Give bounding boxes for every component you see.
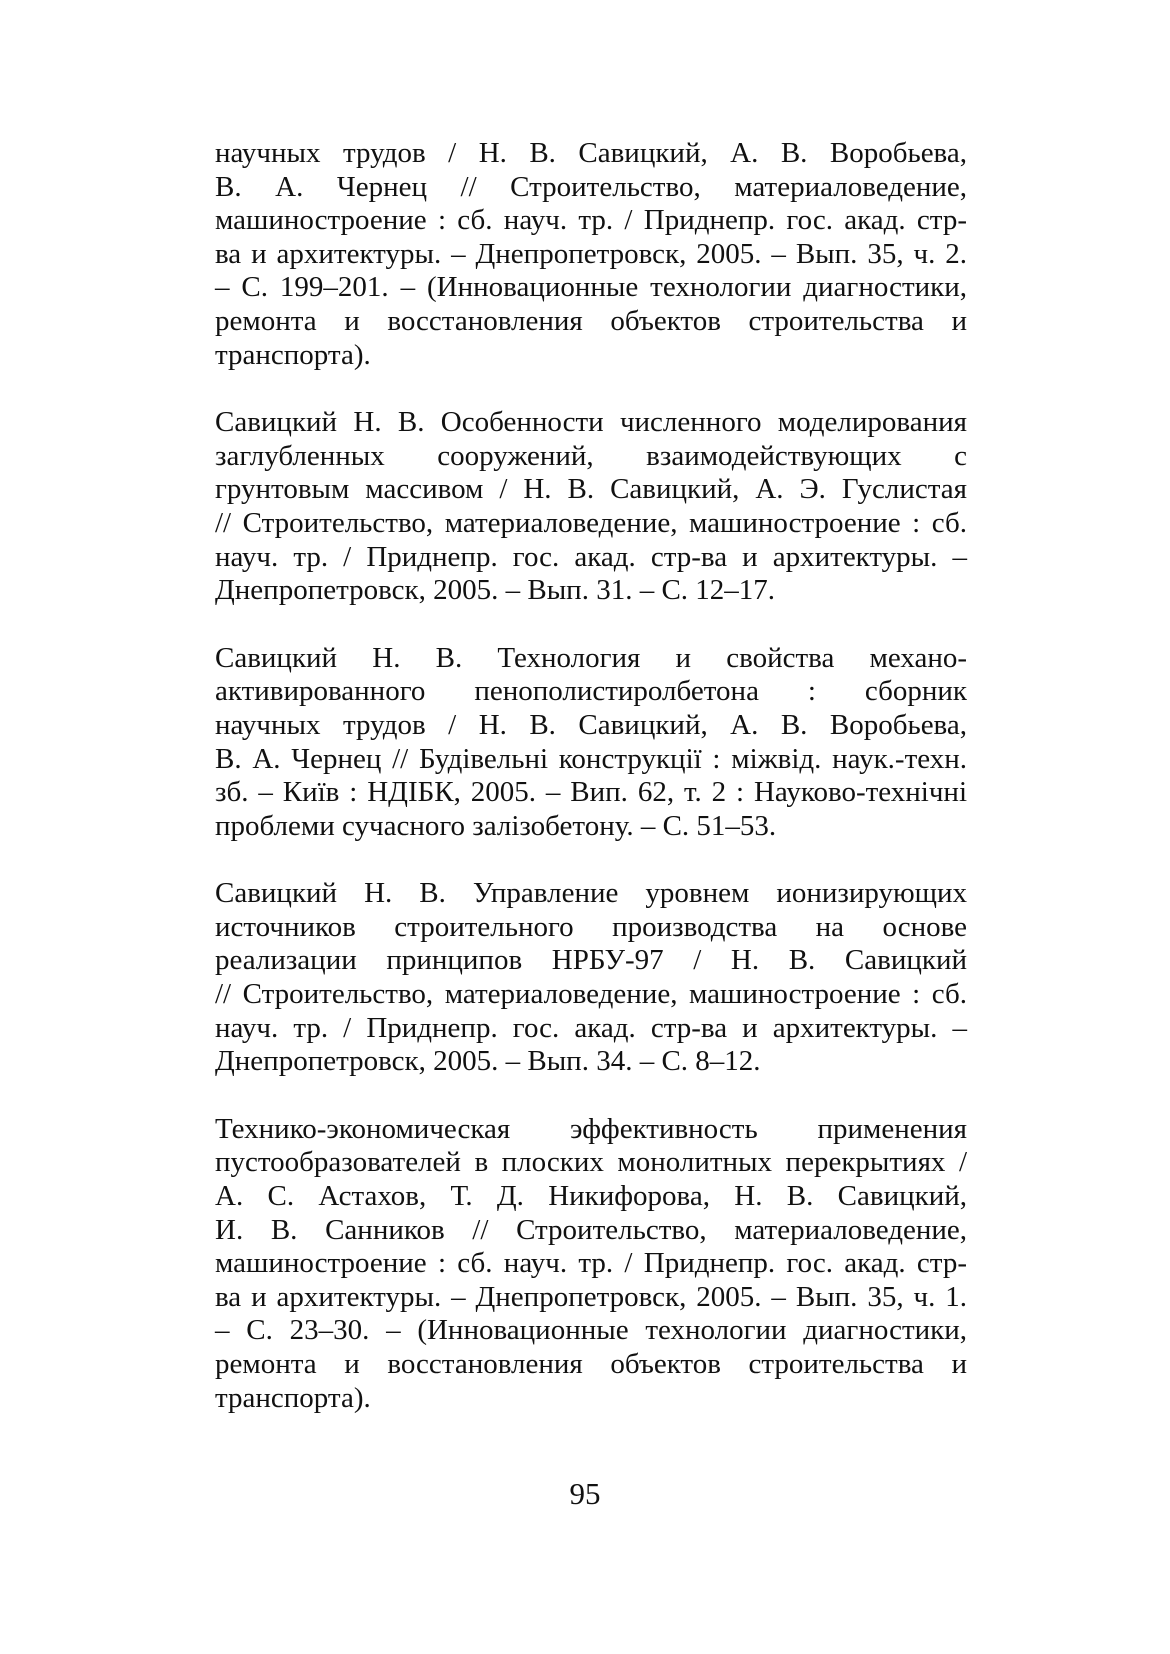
entry-line: // Строительство, материаловедение, машиностроение : сб. bbox=[215, 506, 967, 539]
entry-line: ва и архитектуры. – Днепропетровск, 2005. – Вып. 35, ч. 2. bbox=[215, 237, 967, 270]
bibliography-entry bbox=[215, 137, 967, 372]
entry-line: Днепропетровск, 2005. – Вып. 34. – С. 8–12. bbox=[215, 1045, 761, 1078]
entry-line: Савицкий Н. В. Особенности численного моделирования bbox=[215, 406, 967, 439]
entry-line: В. А. Чернец // Строительство, материаловедение, bbox=[215, 170, 967, 203]
entry-line: – С. 23–30. – (Инновационные технологии диагностики, bbox=[215, 1314, 967, 1347]
entry-line: Савицкий Н. В. Технология и свойства механо- bbox=[215, 641, 967, 674]
entry-line: зб. – Київ : НДІБК, 2005. – Вип. 62, т. 2 : Науково-технічні bbox=[215, 776, 967, 809]
entry-line: научных трудов / Н. В. Савицкий, А. В. Воробьева, bbox=[215, 137, 967, 169]
entry-line: ва и архитектуры. – Днепропетровск, 2005. – Вып. 35, ч. 1. bbox=[215, 1280, 967, 1313]
entry-line: машиностроение : сб. науч. тр. / Приднепр. гос. акад. стр- bbox=[215, 204, 967, 237]
entry-line: А. С. Астахов, Т. Д. Никифорова, Н. В. Савицкий, bbox=[215, 1180, 967, 1213]
entry-line: В. А. Чернец // Будівельні конструкції : міжвід. наук.-техн. bbox=[215, 742, 967, 775]
entry-line: активированного пенополистиролбетона : сборник bbox=[215, 675, 967, 708]
entry-line: грунтовым массивом / Н. В. Савицкий, А. Э. Гуслистая bbox=[215, 473, 967, 506]
entry-line: Савицкий Н. В. Управление уровнем ионизирующих bbox=[215, 877, 967, 910]
bibliography-entry bbox=[215, 406, 967, 608]
entry-line: транспорта). bbox=[215, 1381, 371, 1414]
bibliography-entry bbox=[215, 877, 967, 1079]
entry-line: ремонта и восстановления объектов строительства и bbox=[215, 1348, 967, 1380]
entry-line: пустообразователей в плоских монолитных перекрытиях / bbox=[215, 1146, 967, 1179]
entry-line: // Строительство, материаловедение, машиностроение : сб. bbox=[215, 978, 967, 1011]
entry-line: реализации принципов НРБУ-97 / Н. В. Савицкий bbox=[215, 944, 967, 977]
bibliography-list bbox=[215, 137, 967, 1449]
entry-line: машиностроение : сб. науч. тр. / Приднепр. гос. акад. стр- bbox=[215, 1247, 967, 1280]
entry-line: науч. тр. / Приднепр. гос. акад. стр-ва и архитектуры. – bbox=[215, 1011, 967, 1044]
bibliography-entry bbox=[215, 1113, 967, 1415]
bibliography-entry bbox=[215, 642, 967, 844]
entry-line: – С. 199–201. – (Инновационные технологии диагностики, bbox=[215, 271, 967, 304]
entry-line: ремонта и восстановления объектов строительства и bbox=[215, 304, 967, 337]
entry-line: проблеми сучасного залізобетону. – С. 51–53. bbox=[215, 809, 777, 842]
entry-line: заглубленных сооружений, взаимодействующих с bbox=[215, 439, 967, 472]
page-number: 95 bbox=[569, 1476, 601, 1511]
entry-line: Днепропетровск, 2005. – Вып. 31. – С. 12–17. bbox=[215, 574, 776, 607]
entry-line: научных трудов / Н. В. Савицкий, А. В. Воробьева, bbox=[215, 708, 967, 741]
entry-line: науч. тр. / Приднепр. гос. акад. стр-ва и архитектуры. – bbox=[215, 540, 967, 573]
entry-line: И. В. Санников // Строительство, материаловедение, bbox=[215, 1213, 967, 1246]
entry-line: источников строительного производства на основе bbox=[215, 910, 967, 943]
entry-line: транспорта). bbox=[215, 338, 371, 371]
entry-line: Технико-экономическая эффективность применения bbox=[215, 1112, 967, 1145]
